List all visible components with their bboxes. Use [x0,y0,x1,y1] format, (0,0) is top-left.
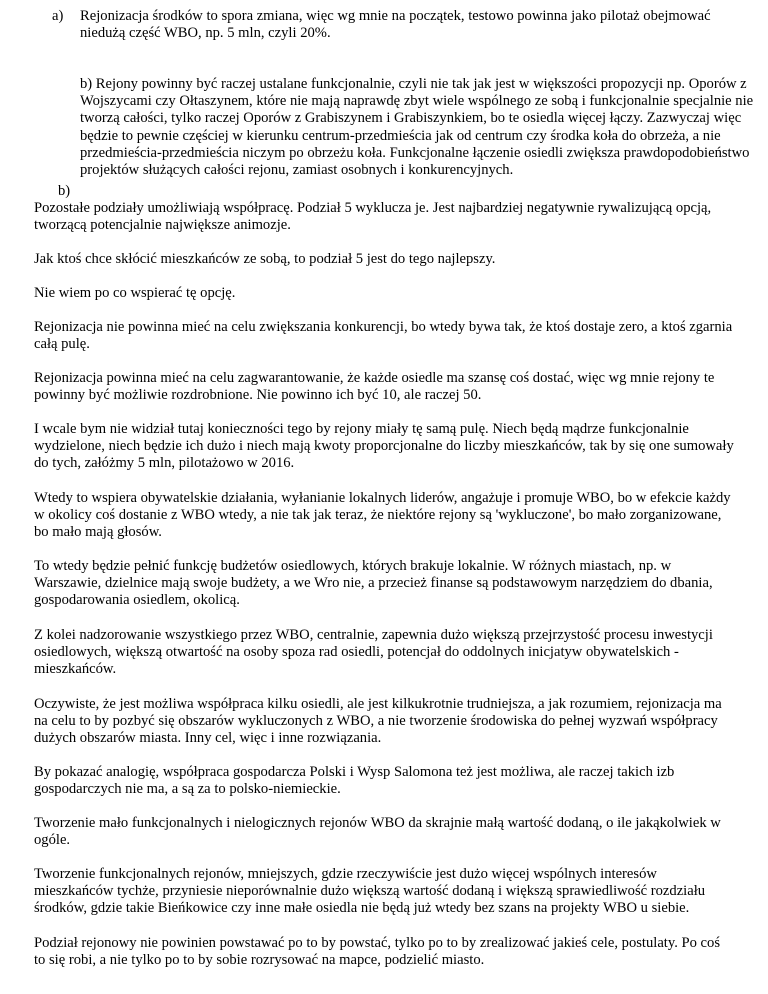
paragraph: Tworzenie mało funkcjonalnych i nielogicznych rejonów WBO da skrajnie małą wartość dodaną, o ile jakąkolwiek w ogóle. [34,815,721,849]
paragraph: Podział rejonowy nie powinien powstawać po to by powstać, tylko po to by zrealizować jakieś cele, postulaty. Po coś to się robi, a nie tylko po to by sobie rozrysować na mapce, podzielić miasto. [34,935,721,969]
paragraph: Oczywiste, że jest możliwa współpraca kilku osiedli, ale jest kilkukrotnie trudniejsza, a jak rozumiem, rejonizacja ma na celu to by pozbyć się obszarów wykluczonych z WBO, a nie tworzenie środowiska do pełnej wyzwań współpracy dużych obszarów miasta. Inny cel, więc i inne rozwiązania. [34,696,722,747]
paragraph: By pokazać analogię, współpraca gospodarcza Polski i Wysp Salomona też jest możliwa, ale raczej takich izb gospodarczych nie ma, a są za to polsko-niemieckie. [34,764,675,798]
paragraph: Rejonizacja nie powinna mieć na celu zwiększania konkurencji, bo wtedy bywa tak, że ktoś dostaje zero, a ktoś zgarnia całą pulę. [34,319,733,353]
list-marker-b: b) [58,183,71,199]
paragraph: Pozostałe podziały umożliwiają współpracę. Podział 5 wyklucza je. Jest najbardziej negatywnie rywalizującą opcją, tworzącą potencjalnie największe animozje. [34,200,712,234]
paragraph: Rejonizacja powinna mieć na celu zagwarantowanie, że każde osiedle ma szansę coś dostać, więc wg mnie rejony te powinny być możliwie rozdrobnione. Nie powinno ich być 10, ale raczej 50. [34,370,715,404]
paragraph: To wtedy będzie pełnić funkcję budżetów osiedlowych, których brakuje lokalnie. W różnych miastach, np. w Warszawie, dzielnice mają swoje budżety, a we Wro nie, a przecież finanse są podstawowym narzędziem do dbania, gospodarowania osiedlem, okolicą. [34,558,713,609]
paragraph: Nie wiem po co wspierać tę opcję. [34,285,236,301]
paragraph: Wtedy to wspiera obywatelskie działania, wyłanianie lokalnych liderów, angażuje i promuje WBO, bo w efekcie każdy w okolicy coś dostanie z WBO wtedy, a nie tak jak teraz, że niektóre rejony są 'wykluczone', bo mało zorganizowane, bo mało mają głosów. [34,490,731,541]
paragraph: Tworzenie funkcjonalnych rejonów, mniejszych, gdzie rzeczywiście jest dużo więcej wspólnych interesów mieszkańców tychże, przyniesie nieporównalnie dużo większą wartość dodaną i większą sprawiedliwość rozdziału środków, gdzie takie Bieńkowice czy inne małe osiedla nie będą już wtedy bez szans na projekty WBO u siebie. [34,866,706,917]
list-item-a-text: Rejonizacja środków to spora zmiana, więc wg mnie na początek, testowo powinna jako pilotaż obejmować niedużą część WBO, np. 5 mln, czyli 20%. [80,8,711,42]
paragraph: Z kolei nadzorowanie wszystkiego przez WBO, centralnie, zapewnia dużo większą przejrzystość procesu inwestycji osiedlowych, większą otwartość na osoby spoza rad osiedli, potencjał do oddolnych inicjatyw obywatelskich - mieszkańców. [34,627,713,678]
list-item-b-text: b) Rejony powinny być raczej ustalane funkcjonalnie, czyli nie tak jak jest w większości propozycji np. Oporów z Wojszycami czy Ołtaszynem, które nie mają naprawdę zbyt wiele wspólnego ze sobą i funkcjonalnie specjalnie nie tworzą całości, tylko raczej Oporów z Grabiszynem i Grabiszynkiem, bo te osiedla więcej łączy. Zazwyczaj więc będzie to pewnie częściej w kierunku centrum-przedmieścia jak od centrum czy środka koła do obrzeża, a nie przedmieścia-przedmieścia niczym po obrzeżu koła. Funkcjonalne łączenie osiedli zwiększa prawdopodobieństwo projektów służących całości rejonu, zamiast osobnych i konkurencyjnych. [80,76,754,179]
paragraph: Jak ktoś chce skłócić mieszkańców ze sobą, to podział 5 jest do tego najlepszy. [34,251,496,267]
list-item-a [52,8,738,42]
list-item-b-paragraph [80,76,768,179]
paragraph: I wcale bym nie widział tutaj konieczności tego by rejony miały tę samą pulę. Niech będą mądrze funkcjonalnie wydzielone, niech będzie ich dużo i niech mają kwoty proporcjonalne do liczby mieszkańców, tak by się one sumowały do tych, załóżmy 5 mln, pilotażowo w 2016. [34,421,734,472]
list-marker-a: a) [52,8,64,24]
